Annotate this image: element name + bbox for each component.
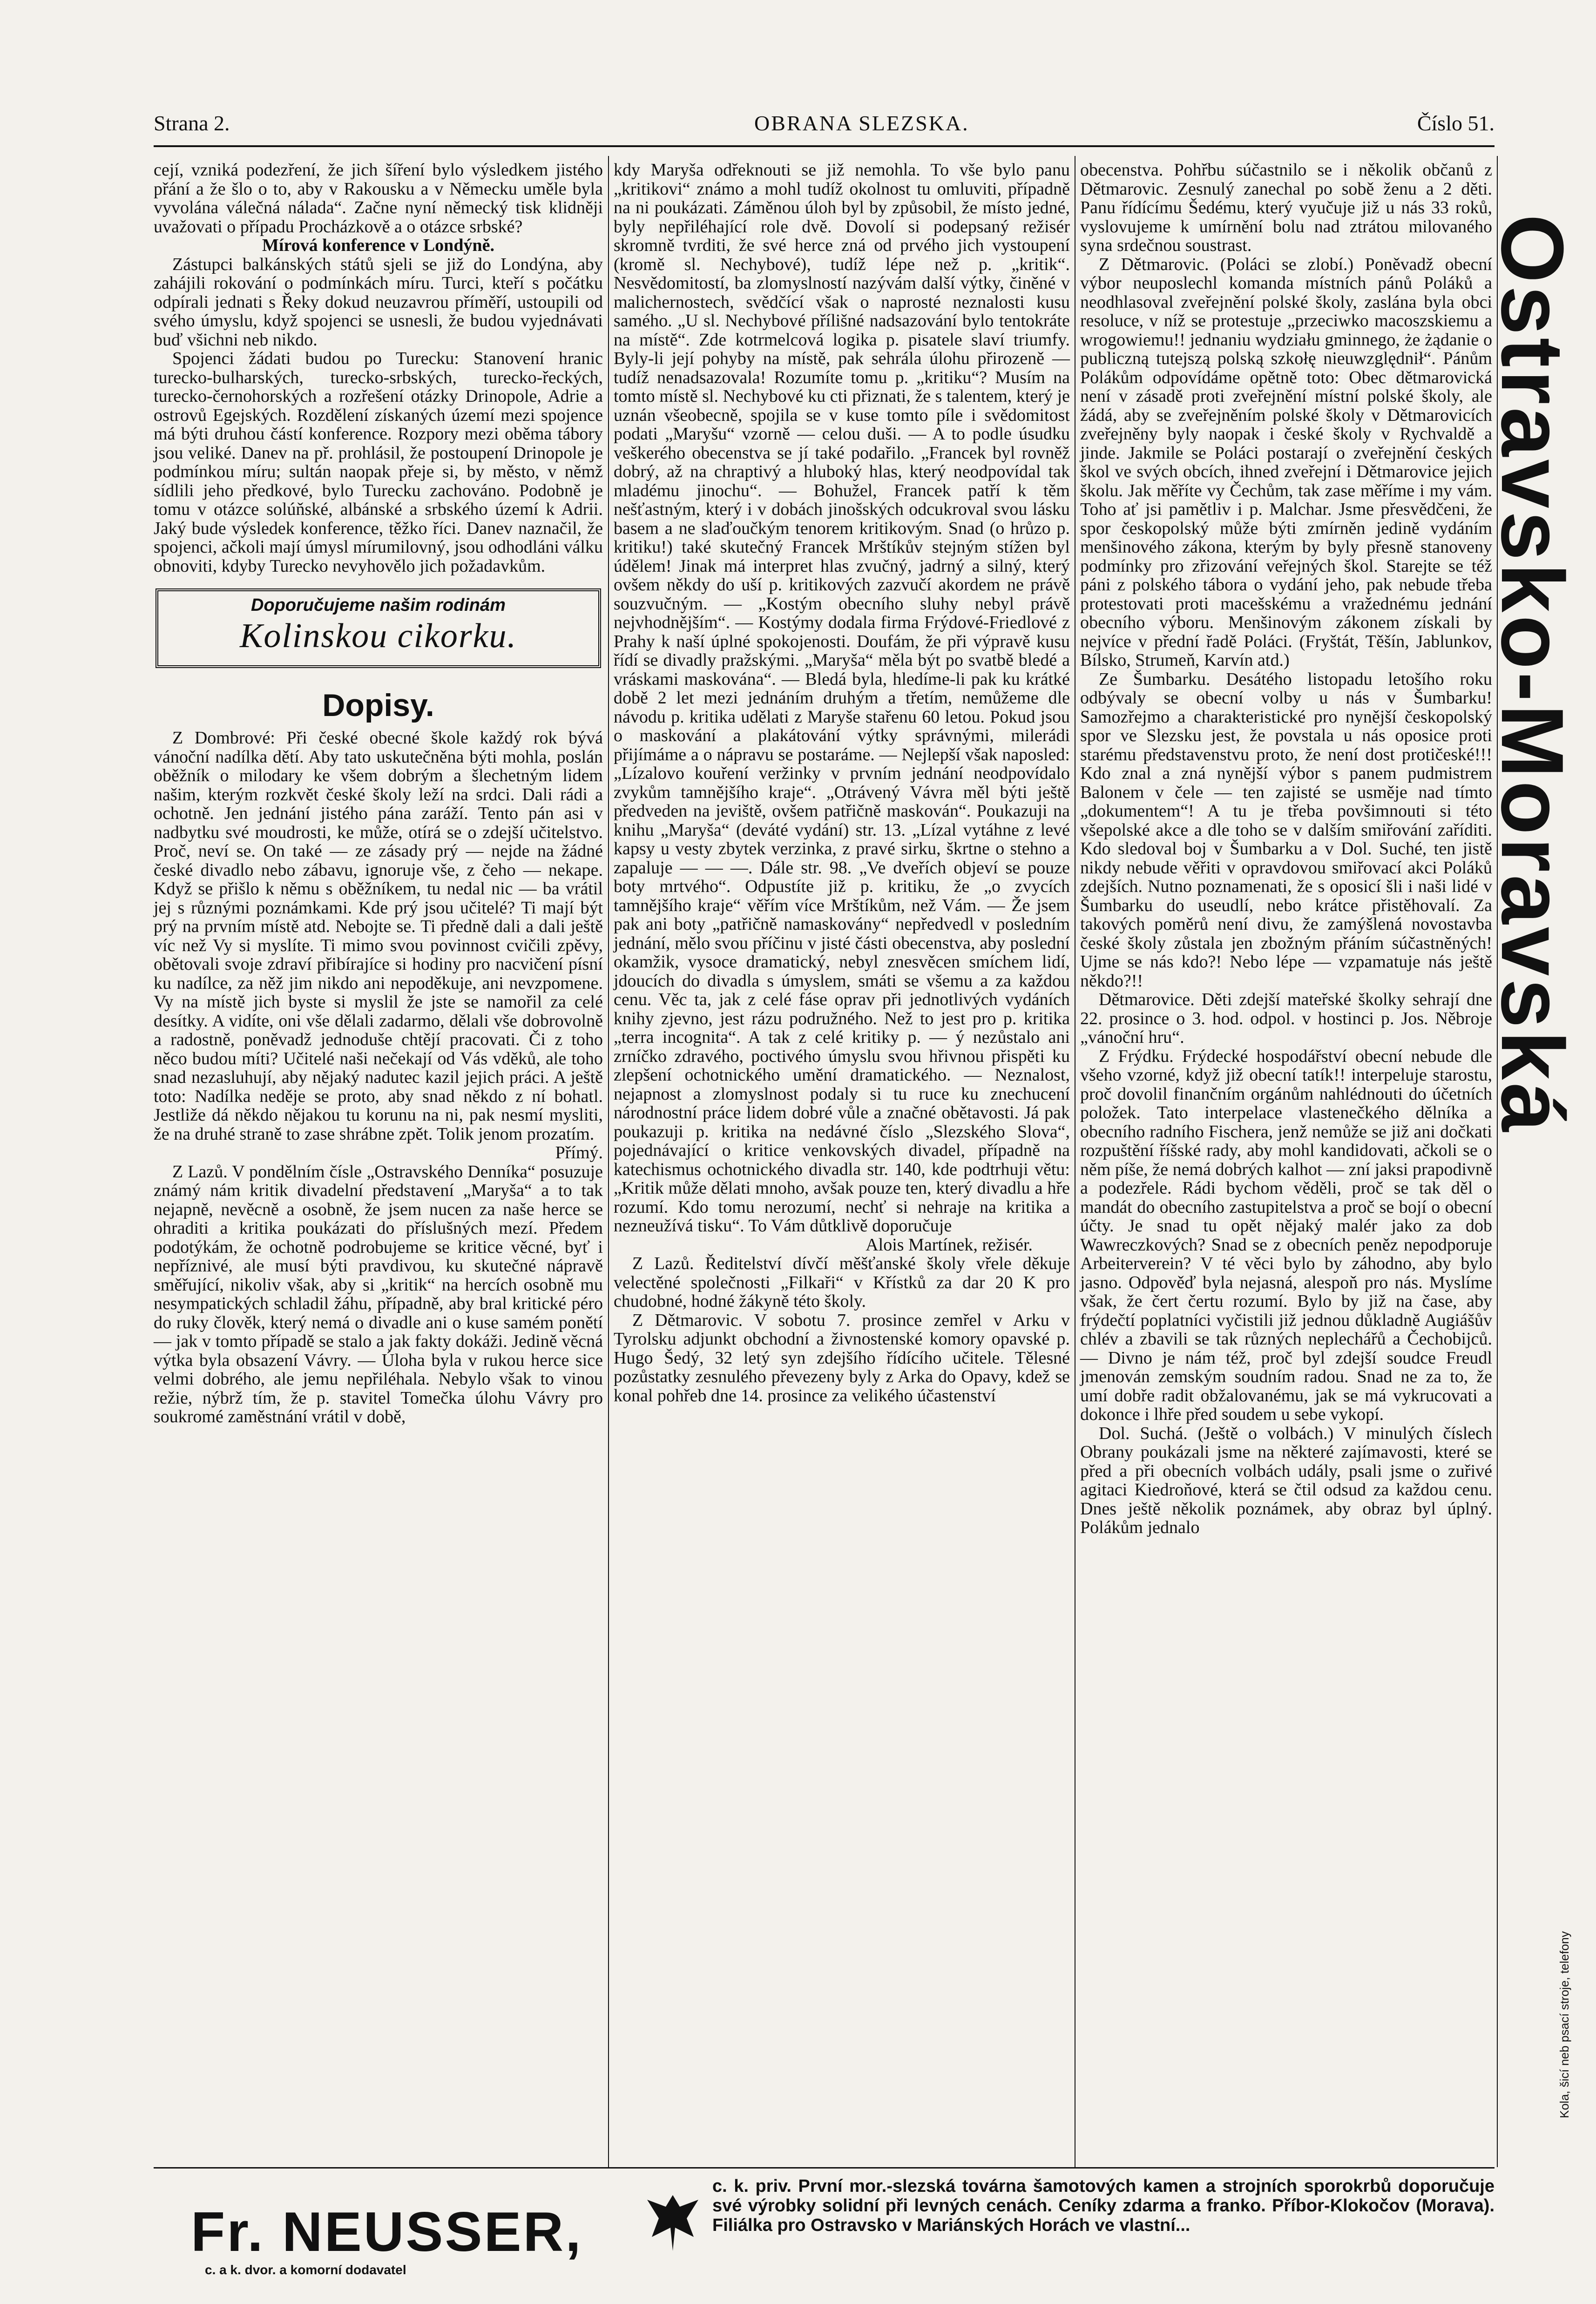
column-3 <box>1080 161 1492 1537</box>
article-heading: Mírová konference v Londýně. <box>262 236 494 255</box>
letter-signature: Alois Martínek, režisér. <box>866 1235 1033 1255</box>
letter-text: Z Lazů. V pondělním čísle „Ostravského Denníka“ posuzuje známý nám kritik divadelní představení „Maryša“ a to tak nejapně, nevěcně a osobně, že jsem nucen za naše herce se ohraditi a kritika poukázati do příslušných mezí. Předem podotýkám, že ochotně podrobujeme se kritice věcné, byť i nepříznivé, ale musí býti pravdivou, ku skutečné nápravě směřující, nikoliv však, aby si „kritik“ na hercích osobně mu nesympatických schladil žáhu, případně, aby bral kritické péro do ruky člověk, který nemá o divadle ani o kuse samém ponětí — jak v tomto případě se stalo a jak fakty dokáži. Jedině věcná výtka byla obsazení Vávry. — Úloha byla v rukou herce sice velmi dobrého, ale jemu nepřiléhala. Nebylo však to vinou režie, nýbrž tím, že p. stavitel Tomečka úlohu Vávry pro soukromé zaměstnání vrátil v době, <box>154 1162 603 1426</box>
letter-text: Z Frýdku. Frýdecké hospodářství obecní nebude dle všeho vzorné, když již obecní tatík!! interpeluje starostu, proč dovolil finančním orgánům nahlédnouti do účetních položek. Tato interpelace vlastenečkého dělníka a obecního radního Fischera, jenž nemůže se již ani dočkati rozpuštění říšské rady, aby mohl kandidovati, ačkoli se o něm píše, že nemá dobrých kalhot — zní jaksi prapodivně a podezřele. Rádi bychom věděli, proč se tak děl o mandát do obecního zastupitelstva a proč se bojí o obecní účty. Je snad tu opět nějaký malér jako za dob Wawreczkových? Snad se z obecních peněz nepodporuje Arbeiterverein? V té věci bylo by záhodno, aby bylo jasno. Odpověď byla nejasná, alespoň pro nás. Myslíme však, že čert čertu rozumí. Bylo by již na čase, aby frýdečtí poplatníci vyčistili již jednou důkladně Augiášův chlév a zbavili se tak různých neplechářů a Čechobijců. — Divno je nám též, proč byl zdejší soudce Freudl jmenován zemským soudním radou. Snad ne za to, že umí dobře radit obžalovanému, jak se má vykrucovati a dokonce i lhře před soudem u sebe vykopí. <box>1080 1046 1492 1424</box>
column-2 <box>614 161 1070 1405</box>
letter-text: obecenstva. Pohřbu súčastnilo se i několik občanů z Dětmarovic. Zesnulý zanechal po sobě ženu a 2 děti. Panu řídícímu Šedému, který vyučuje již u nás 33 roků, vyslovujeme k umírnění bolu nad ztrátou milovaného syna srdečnou soustrast. <box>1080 160 1492 255</box>
eagle-emblem-icon <box>642 2186 703 2256</box>
vertical-advert <box>1483 186 1582 2142</box>
vertical-advert-small: Kola, šicí neb psací stroje, telefony <box>1557 1931 1571 2118</box>
letter-text: Z Dombrové: Při české obecné škole každý rok bývá vánoční nadílka dětí. Aby tato uskutečněna býti mohla, poslán oběžník o milodary ke všem dobrým a šlechetným lidem našim, kterým rozkvět české školy leží na srdci. Dali rádi a ochotně. Jen jednání jistého pána zaráží. Tento pán asi v nadbytku své moudrosti, ke může, otírá se o zdejší učitelstvo. Proč, neví se. On také — ze zásady prý — nejde na žádné české divadlo nebo zábavu, ignoruje vše, z čeho — nekape. Když se přišlo k němu s oběžníkem, tu nedal nic — ba vrátil jej s různými poznámkami. Kde prý jsou učitelé? Ti mají být prý na prvním místě atd. Nebojte se. Ti předně dali a dali ještě víc než Vy si myslíte. Ti mimo svou povinnost cvičili zpěvy, obětovali svoje zdraví přibírajíce si hodiny pro nacvičení písní ku nadílce, za něž jim nikdo ani nepoděkuje, ani nevzpomene. Vy na místě jich byste si myslil že jste se namořil za celé desítky. A vidíte, oni vše dělali zadarmo, dělali vše dobrovolně a radostně, poněvadž jednoduše chtějí pracovati. Či z toho něco budou míti? Učitelé naši nečekají od Vás vděků, ale toho snad nezasluhují, aby nějaký nadutec kazil jejich práci. A ještě toto: Nadílka neděje se proto, aby snad někdo z ní bohatl. Jestliže dá někdo nějakou tu korunu na ni, pak nesmí mysliti, že na druhé straně to zase shrábne zpět. Tolik jenom prozatím. <box>154 728 603 1144</box>
letter-text: Dětmarovice. Děti zdejší mateřské školky sehrají dne 22. prosince o 3. hod. odpol. v hostinci p. Jos. Něbroje „vánoční hru“. <box>1080 990 1492 1047</box>
footer-advert <box>154 2167 1495 2284</box>
article-text: Zástupci balkánských států sjeli se již do Londýna, aby zahájili rokování o podmínkách míru. Turci, kteří s počátku odpírali jednati s Řeky dokud neuzavrou příměří, ustoupili od svého úmyslu, když spojenci se usnesli, že budou vyjednávati buď všichni neb nikdo. <box>154 254 603 350</box>
issue-number: Číslo 51. <box>1417 111 1495 135</box>
vertical-advert-text: Ostravsko-Moravská <box>1483 214 1582 1135</box>
page-number: Strana 2. <box>154 111 230 135</box>
footer-subtitle: c. a k. dvor. a komorní dodavatel <box>205 2263 406 2277</box>
letter-text: Z Dětmarovic. V sobotu 7. prosince zemřel v Arku v Tyrolsku adjunkt obchodní a živnostenské komory opavské p. Hugo Šedý, 32 letý syn zdejšího řídícího učitele. Tělesné pozůstatky zesnulého převezeny byly z Arka do Opavy, kdež se konal pohřeb dne 14. prosince za velikého účastenství <box>614 1310 1070 1405</box>
article-text: cejí, vzniká podezření, že jich šíření bylo výsledkem jistého přání a že šlo o to, aby v Rakousku a v Německu uměle byla vyvolána válečná nálada“. Začne nyní německý tisk klidněji uvažovati o případu Procházkově a o otázce srbské? <box>154 160 603 236</box>
newspaper-title: OBRANA SLEZSKA. <box>754 111 969 135</box>
letter-text: Z Lazů. Ředitelství dívčí měšťanské školy vřele děkuje velectěné společnosti „Filkaři“ v Křístků za dar 20 K pro chudobné, hodné žákyně této školy. <box>614 1254 1070 1311</box>
letter-text: Dol. Suchá. (Ještě o volbách.) V minulých číslech Obrany poukázali jsme na některé zajímavosti, které se před a při obecních volbách udály, psali jsme o zuřivé agitaci Kiedroňové, která se čtil odsud za každou cenu. Dnes ještě několik poznámek, aby obraz byl úplný. Polákům jednalo <box>1080 1423 1492 1537</box>
footer-brand: Fr. NEUSSER, <box>191 2201 583 2263</box>
footer-advert-text: c. k. priv. První mor.-slezská továrna šamotových kamen a strojních sporokrbů doporučuje své výrobky solidní při levných cenách. Ceníky zdarma a franko. Příbor-Klokočov (Morava). Filiálka pro Ostravsko v Mariánských Horách ve vlastní... <box>712 2176 1495 2235</box>
chicory-advert <box>156 588 601 668</box>
letter-text: kdy Maryša odřeknouti se již nemohla. To vše bylo panu „kritikovi“ známo a mohl tudíž okolnost tu omluviti, případně na ni poukázati. Záměnou úloh byl by způsobil, že místo jedné, byly nepřiléhající role dvě. Dovolí si podepsaný režisér skromně tvrditi, že své herce zná od prvého jich vystoupení (kromě sl. Nechybové), tudíž lépe než p. „kritik“. Nesvědomitostí, ba zlomyslností nazývám další výtky, činěné v malichernostech, svědčící však o naprosté neznalosti kusu samého. „U sl. Nechybové přílišné nadsazování bylo tentokráte na místě“. Zde kotrmelcová logika p. pisatele slaví triumfy. Byly-li její pohyby na místě, pak sehrála úlohu přirozeně — tudíž nenadsazovala! Rozumíte tomu p. „kritiku“? Musím na tomto místě sl. Nechybové ku cti přiznati, že s talentem, který je uznán všeobecně, spojila se v kuse tomto píle i svědomitost podati „Maryšu“ vzorně — celou duši. — A to podle úsudku veškerého obecenstva se jí také podařilo. „Francek byl rovněž dobrý, až na chraptivý a hluboký hlas, který neodpovídal tak mladému jinochu“. — Bohužel, Francek patří k těm nešťastným, který i v dobách jinošských odcukroval svou lásku basem a ne slaďoučkým tenorem kritikovým. Snad (o hrůzo p. kritiku!) také skutečný Francek Mrštíkův stejným stížen byl údělem! Jinak má interpret hlas zvučný, jadrný a silný, který ovšem někdy do uší p. kritikových zazvučí akordem ne právě souzvučným. — „Kostým obecního sluhy nebyl právě nejvhodnějším“. — Kostýmy dodala firma Frýdové-Friedlové z Prahy k naší úplné spokojenosti. Doufám, že při výpravě kusu řídí se divadly pražskými. „Maryša“ měla být po svatbě bledé a vráskami maskována“. — Bledá byla, hledíme-li pak ku krátké době 2 let mezi jednáním druhým a třetím, nemůžeme dle návodu p. kritika udělati z Maryše stařenu 60 letou. Pokud jsou o maskování a plakátování výtky správnými, milerádi přijímáme a o nápravu se postaráme. — Nejlepší však naposled: „Lízalovo kouření veržinky v prvním jednání neodpovídalo zvykům tamnějšího kraje“. „Otrávený Vávra měl býti ještě předveden na jeviště, ovšem patřičně maskován“. Poukazuji na knihu „Maryša“ (deváté vydání) str. 13. „Lízal vytáhne z levé kapsy u vesty zbytek verzinka, z pravé sirku, škrtne o stehno a zapaluje — — —. Dále str. 98. „Ve dveřích objeví se pouze boty mrtvého“. Odpustíte již p. kritiku, že „o zvycích tamnějšího kraje“ věřím více Mrštíkům, než Vám. — Že jsem pak ani boty „patřičně namaskovány“ nepředvedl v posledním jednání, mělo svou příčinu v jisté části obecenstva, aby poslední okamžik, vysoce dramatický, nebyl znesvěcen smíchem lidí, jdoucích do divadla s úmyslem, smáti se všemu a za každou cenu. Věc ta, jak z celé fáse oprav při jednotlivých vydáních knihy zjevno, jest rázu podružného. Než to jest pro p. kritika „terra incognita“. A tak z celé kritiky p. — ý nezůstalo ani zrníčko zdravého, poctivého úmyslu svou hřivnou přispěti ku zlepšení ochotnického umění dramatického. — Neznalost, nejapnost a zlomyslnost podaly si tu ruce ku znechucení národnostní práce lidem dobré vůle a značné obětavosti. Já pak poukazuji p. kritika na nedávné číslo „Slezského Slova“, pojednávající o kritice venkovských divadel, případně na katechismus ochotnického divadla str. 140, kde podtrhuji větu: „Kritik může dělati mnoho, avšak pouze ten, který divadlu a hře rozumí. Kdo tomu nerozumí, nechť si nehraje na kritika a nezneužívá tisku“. To Vám důtklivě doporučuje <box>614 160 1070 1236</box>
advert-tagline: Doporučujeme našim rodinám <box>251 595 506 615</box>
column-1 <box>154 161 603 1426</box>
header-rule <box>154 145 1495 147</box>
letter-text: Ze Šumbarku. Desátého listopadu letošího roku odbývaly se obecní volby u nás v Šumbarku! Samozřejmo a charakteristické pro nynější českopolský spor ve Slezsku jest, že povstala u nás oposice proti starému představenstvu proto, že není dost protičeské!!! Kdo znal a zná nynější výbor s panem pudmistrem Balonem v čele — ten zajisté se usměje nad tímto „dokumentem“! A tu je třeba povšimnouti si této všepolské akce a dle toho se v dalším smiřování zaříditi. Kdo sledoval boj v Šumbarku a v Dol. Suché, ten jistě nikdy nebude věřiti v opravdovou smiřovací akci Poláků zdejších. Nutno poznamenati, že s oposicí šli i naši lidé v Šumbarku do useudlí, nebo krátce přistěhovalí. Za takových poměrů není divu, že zamýšlená novostavba české školy zůstala jen zbožným přáním súčastněných! Ujme se nás kdo?! Nebo lépe — vzpamatuje nás ještě někdo?!! <box>1080 669 1492 991</box>
article-text: Spojenci žádati budou po Turecku: Stanovení hranic turecko-bulharských, turecko-srbských, turecko-řeckých, turecko-černohorských a rozřešení otázky Drinopole, Adrie a ostrovů Egejských. Rozdělení získaných území mezi spojence má býti druhou částí konference. Rozpory mezi oběma tábory jsou veliké. Danev na př. prohlásil, že postoupení Drinopole je podmínkou míru; sultán naopak přeje si, by město, v němž sídlili jeho předkové, bylo Turecku zachováno. Podobně je tomu v otázce solúňské, albánské a srbského území k Adrii. Jaký bude výsledek konference, těžko říci. Danev naznačil, že spojenci, ačkoli mají úmysl mírumilovný, jsou odhodláni válku obnoviti, kdyby Turecko nevyhovělo jich požadavkům. <box>154 349 603 576</box>
letter-text: Z Dětmarovic. (Poláci se zlobí.) Poněvadž obecní výbor neuposlechl komanda místních pánů Poláků a neodhlasoval zveřejnění polské školy, zaslána byla obci resoluce, v níž se protestuje „przeciwko macoszskiemu a wrogowiemu!! jednaniu wydziału gminnego, że żądanie o publiczną tutejszą polską szkołę nieuwzględnił“. Pánům Polákům odpovídáme opětně toto: Obec dětmarovická není v zásadě proti zveřejnění místní polské školy, ale žádá, aby se zveřejněním polské školy v Dětmarovicích zveřejněny byly naopak i české školy v Rychvaldě a jinde. Jakmile se Poláci postarají o zveřejnění českých škol ve svých obcích, ihned zveřejní i Dětmarovice jejich školu. Jak měříte vy Čechům, tak zase měříme i my vám. Toho ať jsi pamětliv i p. Malchar. Jsme přesvědčeni, že spor českopolský může býti zmírněn jedině vydáním menšinového zákona, kterým by byly přesně stanoveny podmínky pro zřizování veřejných škol. Starejte se též páni z polského tábora o vydání jeho, pak nebude třeba protestovati proti macešskému a vražednému jednání obecního výboru. Menšinovým zákonem získali by nejvíce v přední řadě Poláci. (Fryštát, Těšín, Jablunkov, Bílsko, Strumeň, Karvín atd.) <box>1080 254 1492 670</box>
page-header <box>154 111 1495 143</box>
advert-product: Kolinskou cikorku. <box>239 616 517 655</box>
letter-signature: Přímý. <box>555 1143 603 1162</box>
section-title: Dopisy. <box>322 687 434 723</box>
column-divider-1 <box>608 156 609 2167</box>
